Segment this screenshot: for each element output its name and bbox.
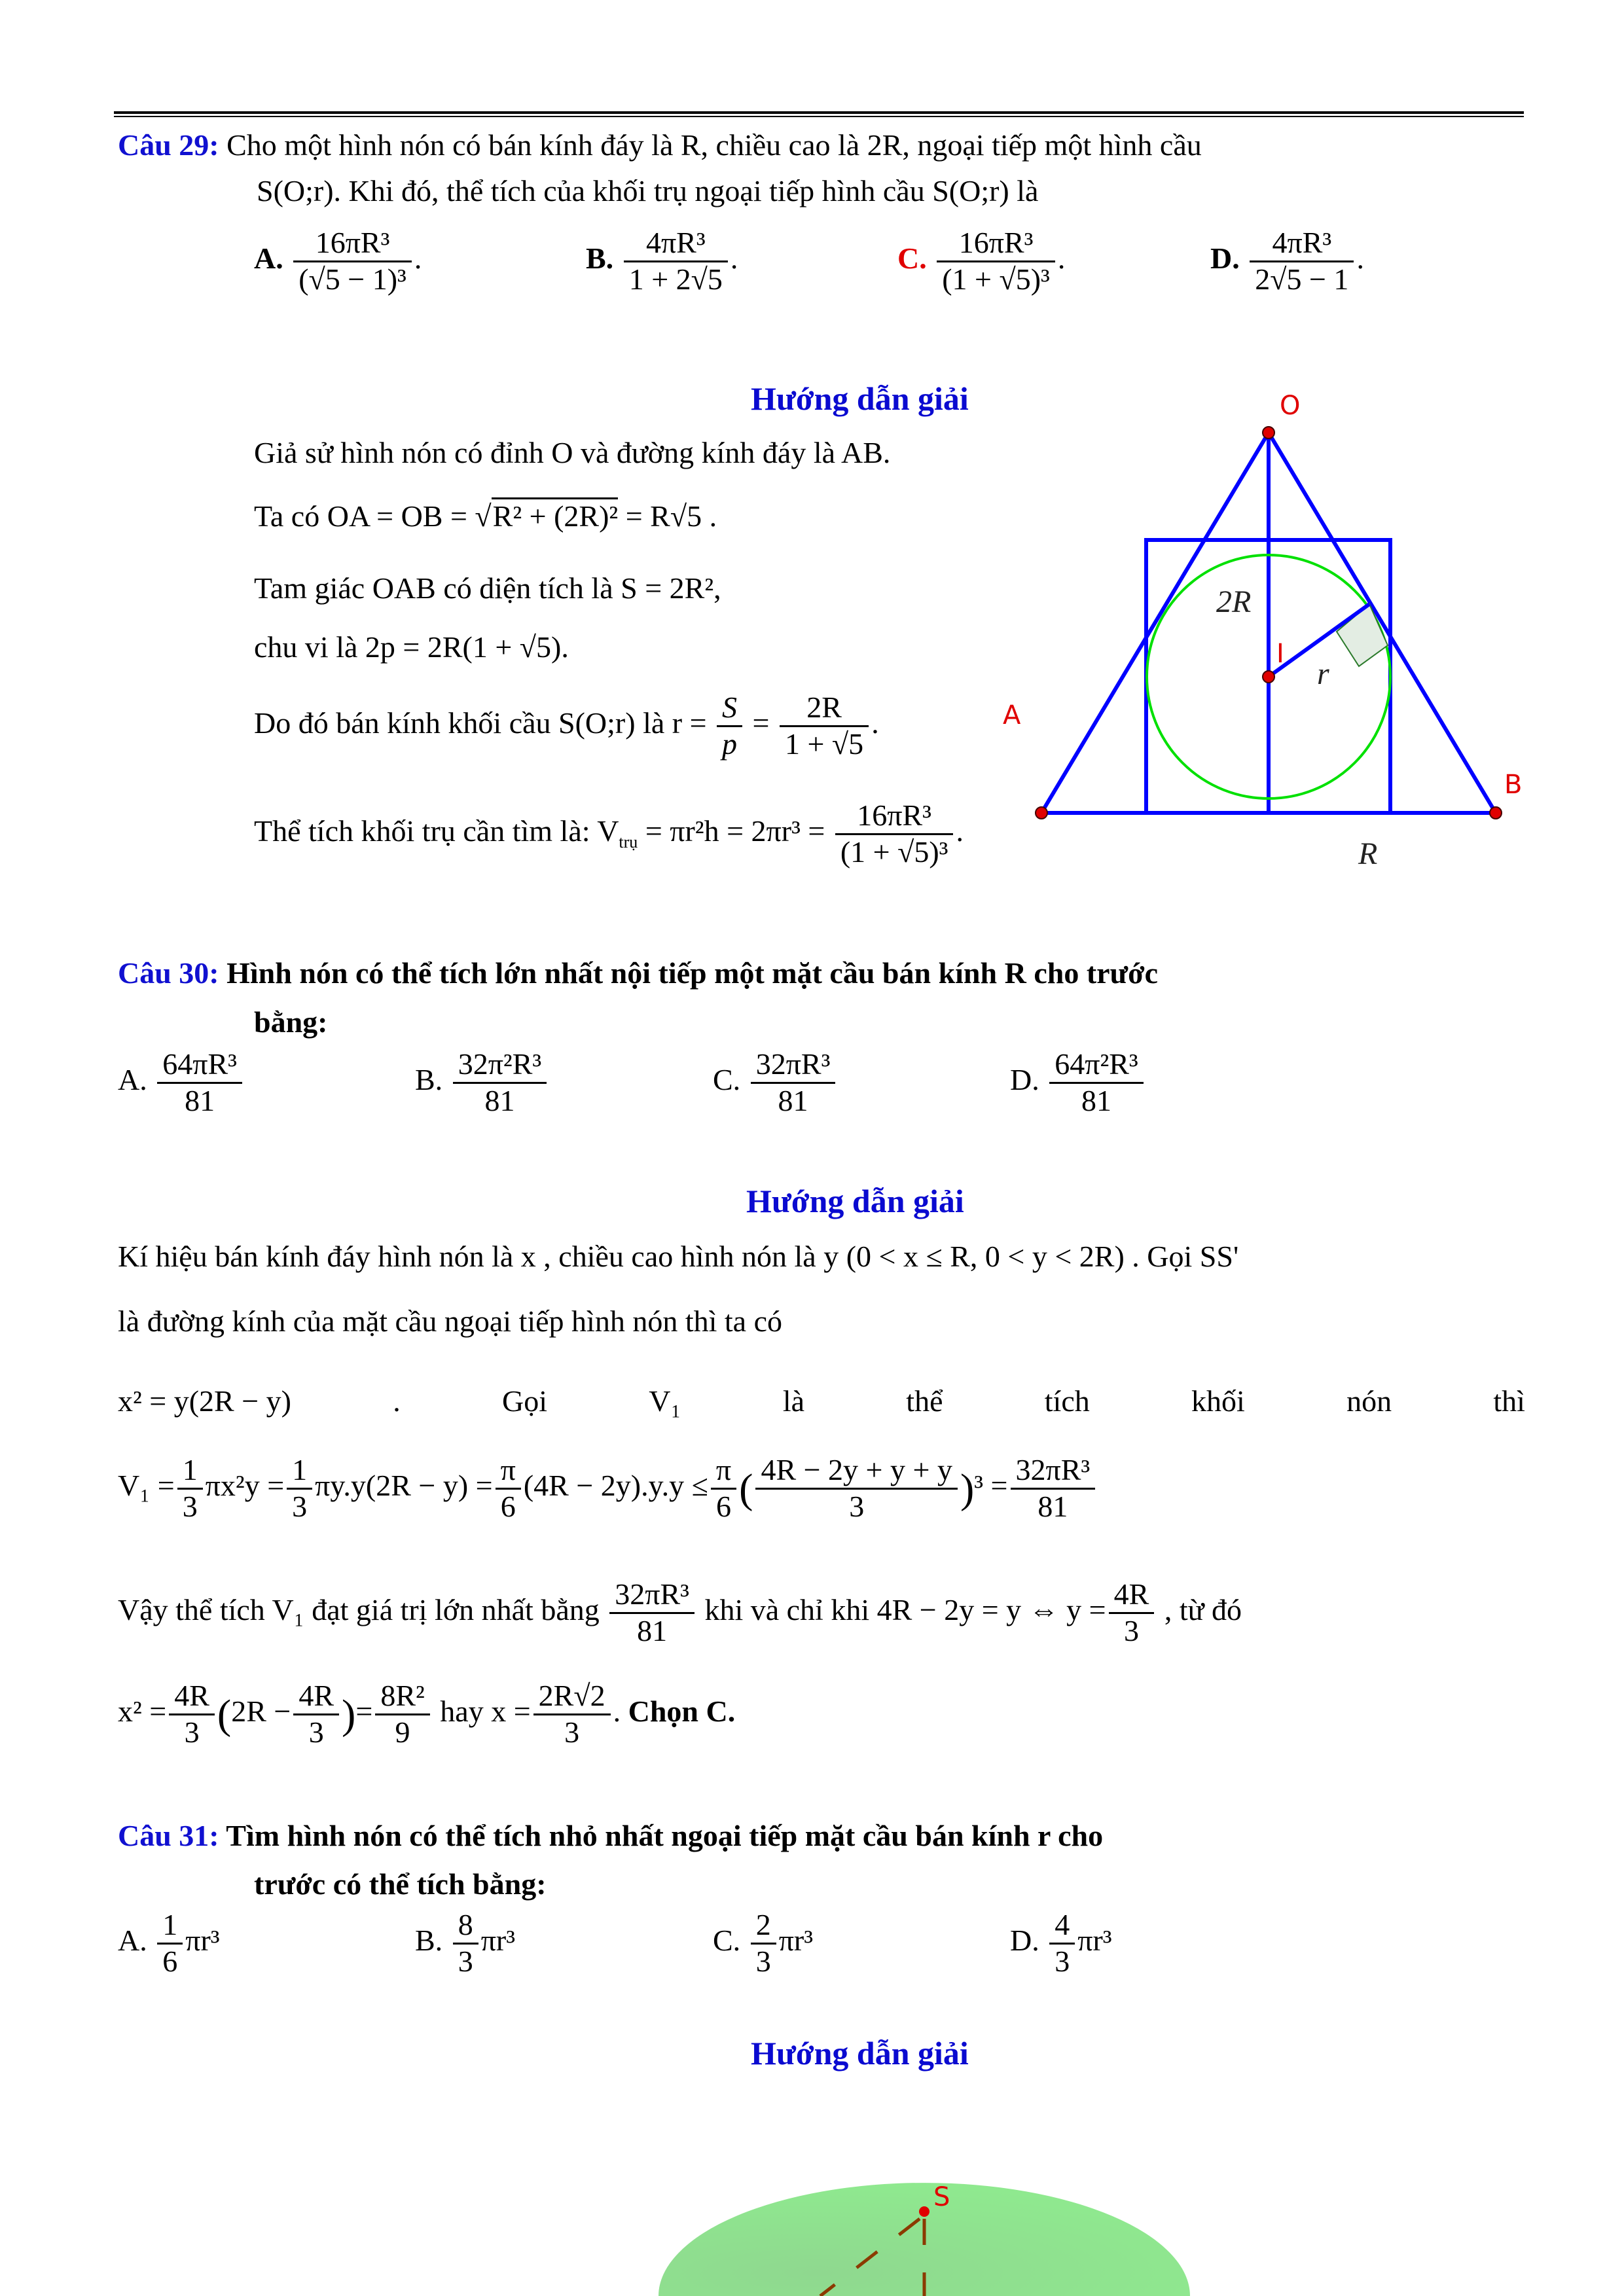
solution-line: chu vi là 2p = 2R(1 + √5). [254, 630, 569, 664]
option-letter: C. [897, 241, 927, 275]
option-c-correct: C. $\frac{\text{16πR³}}{\text{(1 + √5)³}}$ . [897, 226, 1066, 296]
volume-formula: V₁ = $\frac{1}{3}$ πx²y = $\frac{1}{3}$ πy.y(2R − y) = $\frac{\pi}{6}$ (4R − 2y).y.y ≤ $\frac{\pi}{6}$ ( $\frac{4R - 2y + y + y}{3}$ )³ = $\frac{\text{32πR³}}{81}$ [118, 1453, 1098, 1524]
solution-heading: Hướng dẫn giải [751, 380, 969, 417]
cone-cross-section-figure [0, 0, 1624, 916]
option-c: C. $\frac{\text{32πR³}}{81}$ [713, 1047, 838, 1119]
solution-line: Giả sử hình nón có đỉnh O và đường kính đáy là AB. [254, 436, 891, 469]
point-i [1263, 671, 1274, 683]
option-b: B. $\frac{\text{4πR³}}{1 + 2√5}$ . [586, 226, 738, 296]
q30-line1 [118, 956, 1158, 990]
point-o [1263, 427, 1274, 439]
question-label: Câu 31: [118, 1819, 219, 1852]
answer: Chọn C. [628, 1694, 736, 1728]
question-label: Câu 30: [118, 956, 219, 990]
q30-line2: bằng: [254, 1005, 328, 1039]
question-text: Hình nón có thể tích lớn nhất nội tiếp một mặt cầu bán kính R cho trước [226, 956, 1159, 990]
solution-line: Thể tích khối trụ cần tìm là: $V_{trụ} = \pi r^2h = 2\pi r^3$ = $\frac{\text{16πR³}}{\text{(1 + √5)³}}$ . [254, 798, 964, 869]
label-b: B [1504, 770, 1523, 800]
option-letter: D. [1210, 241, 1240, 275]
option-d: D. $\frac{4}{3}$ πr³ [1010, 1908, 1112, 1978]
solution-line: Do đó bán kính khối cầu S(O;r) là r = $\frac{S}{p}$ = $\frac{2R}{1 + √5}$ . [254, 691, 879, 761]
question-label: Câu 29: [118, 128, 219, 162]
solution-heading: Hướng dẫn giải [746, 1183, 964, 1219]
option-letter: B. [586, 241, 614, 275]
sphere-cone-figure [0, 2094, 1624, 2296]
option-fraction: $\frac{\text{4πR³}}{2√5 - 1}$ [1250, 226, 1354, 297]
point-s [919, 2206, 929, 2217]
label-s: S [933, 2182, 950, 2212]
question-text: Tìm hình nón có thể tích nhỏ nhất ngoại tiếp mặt cầu bán kính r cho [226, 1819, 1104, 1852]
solution-line: là đường kính của mặt cầu ngoại tiếp hình nón thì ta có [118, 1304, 783, 1338]
option-b: B. $\frac{8}{3}$ πr³ [415, 1908, 516, 1978]
label-a: A [1003, 700, 1021, 730]
label-r: r [1317, 656, 1329, 691]
label-height: 2R [1216, 584, 1252, 619]
label-i: I [1276, 639, 1284, 669]
label-o: O [1280, 391, 1301, 421]
solution-line: Vậy thể tích V₁ đạt giá trị lớn nhất bằng $\frac{\text{32πR³}}{81}$ khi và chỉ khi 4R − 2y = y ⇔ y = $\frac{4R}{3}$ , từ đó [118, 1577, 1242, 1647]
option-a: A. $\frac{1}{6}$ πr³ [118, 1908, 220, 1978]
option-b: B. $\frac{\text{32π²R³}}{81}$ [415, 1047, 549, 1119]
solution-line: x² = $\frac{4R}{3}$ (2R − $\frac{4R}{3}$ )= $\frac{\text{8R²}}{9}$ hay x = $\frac{2R√2}{3}$ . Chọn C. [118, 1679, 736, 1749]
option-fraction: $\frac{\text{16πR³}}{\text{(√5 − 1)³}}$ [293, 226, 412, 297]
solution-line-justified: x² = y(2R − y) . Gọi V₁ là thể tích khối nón thì [118, 1384, 1525, 1418]
q31-line1 [118, 1818, 1103, 1853]
option-d: D. $\frac{\text{64π²R³}}{81}$ [1010, 1047, 1146, 1119]
right-angle-mark [1337, 604, 1388, 666]
solution-line: Ta có OA = OB = √R² + (2R)² = R√5 . [254, 499, 717, 533]
option-a: A. $\frac{\text{64πR³}}{81}$ [118, 1047, 245, 1119]
option-letter: A. [254, 241, 283, 275]
solution-line: Tam giác OAB có diện tích là S = 2R², [254, 571, 721, 605]
option-d: D. $\frac{\text{4πR³}}{2√5 - 1}$ . [1210, 226, 1364, 296]
solution-line: Kí hiệu bán kính đáy hình nón là x , chiều cao hình nón là y (0 < x ≤ R, 0 < y < 2R) . Gọi SS' [118, 1240, 1239, 1273]
q31-line2: trước có thể tích bằng: [254, 1867, 547, 1901]
label-base-radius: R [1358, 836, 1378, 871]
q29-line2: S(O;r). Khi đó, thể tích của khối trụ ngoại tiếp hình cầu S(O;r) là [257, 174, 1039, 207]
question-text: Cho một hình nón có bán kính đáy là R, chiều cao là 2R, ngoại tiếp một hình cầu [226, 128, 1202, 162]
point-b [1490, 807, 1502, 819]
option-fraction: $\frac{\text{4πR³}}{1 + 2√5}$ [624, 226, 728, 297]
option-fraction: $\frac{\text{16πR³}}{\text{(1 + √5)³}}$ [937, 226, 1055, 297]
solution-heading: Hướng dẫn giải [751, 2035, 969, 2072]
point-a [1036, 807, 1047, 819]
option-c: C. $\frac{2}{3}$ πr³ [713, 1908, 814, 1978]
option-a: A. $\frac{\text{16πR³}}{\text{(√5 − 1)³}}$ . [254, 226, 422, 296]
